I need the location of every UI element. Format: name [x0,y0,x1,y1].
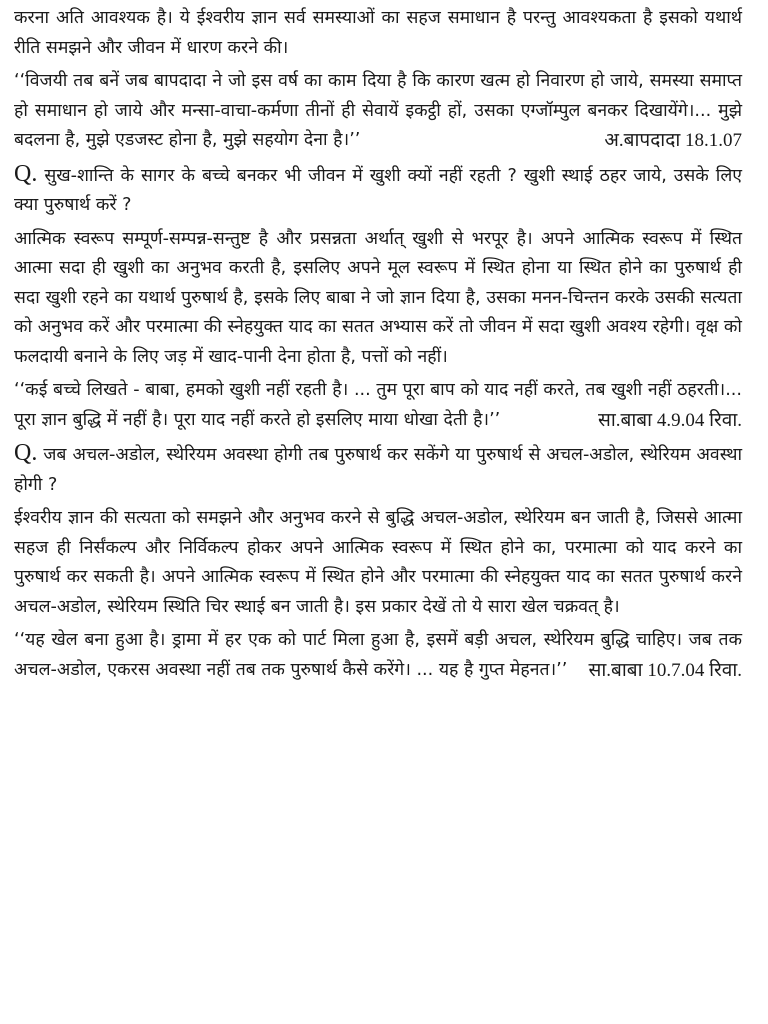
intro-paragraph: करना अति आवश्यक है। ये ईश्वरीय ज्ञान सर्व समस्याओं का सहज समाधान है परन्तु आवश्यकता है इसको यथार्थ रीति समझने और जीवन में धारण करने की। [14,8,742,58]
quote-source-2: सा.बाबा 4.9.04 रिवा. [598,409,742,431]
quote-block-3 [14,626,742,685]
question-text-1: सुख-शान्ति के सागर के बच्चे बनकर भी जीवन में खुशी क्यों नहीं रहती ? खुशी स्थाई ठहर जाये, उसके लिए क्या पुरुषार्थ करें ? [14,165,743,215]
quote-block-2 [14,376,742,435]
question-marker-2: Q. [14,440,38,466]
question-1 [14,160,742,221]
answer-paragraph-2: ईश्वरीय ज्ञान की सत्यता को समझने और अनुभव करने से बुद्धि अचल-अडोल, स्थेरियम बन जाती है, जिससे आत्मा सहज ही निर्संकल्प और निर्विकल्प होकर अपने आत्मिक स्वरूप में स्थित होने का, परमात्मा को याद करने का पुरुषार्थ कर सकती है। अपने आत्मिक स्वरूप में स्थित होने और परमात्मा की स्नेहयुक्त याद का सतत पुरुषार्थ करने अचल-अडोल, स्थेरियम स्थिति चिर स्थाई बन जाती है। इस प्रकार देखें तो ये सारा खेल चक्रवत् है। [14,508,742,617]
quote-text-3: ‘‘यह खेल बना हुआ है। ड्रामा में हर एक को पार्ट मिला हुआ है, इसमें बड़ी अचल, स्थेरियम बुद्धि चाहिए। जब तक अचल-अडोल, एकरस अवस्था नहीं तब तक पुरुषार्थ कैसे करेंगे। ... यह है गुप्त मेहनत।’’ [14,630,742,680]
question-2 [14,439,742,500]
quote-source-3: सा.बाबा 10.7.04 रिवा. [588,659,742,681]
answer-paragraph-1: आत्मिक स्वरूप सम्पूर्ण-सम्पन्न-सन्तुष्ट है और प्रसन्नता अर्थात् खुशी से भरपूर है। अपने आत्मिक स्वरूप में स्थित आत्मा सदा ही खुशी का अनुभव करती है, इसलिए अपने मूल स्वरूप में स्थित होना या स्थित होने का पुरुषार्थ ही सदा खुशी रहने का यथार्थ पुरुषार्थ है, इसके लिए बाबा ने जो ज्ञान दिया है, उसका मनन-चिन्तन करके उसकी सत्यता को अनुभव करें और परमात्मा की स्नेहयुक्त याद का सतत अभ्यास करें तो जीवन में सदा खुशी अवश्य रहेगी। वृक्ष को फलदायी बनाने के लिए जड़ में खाद-पानी देना होता है, पत्तों को नहीं। [14,228,742,367]
quote-text-2: ‘‘कई बच्चे लिखते - बाबा, हमको खुशी नहीं रहती है। ... तुम पूरा बाप को याद नहीं करते, तब खुशी नहीं ठहरती।... पूरा ज्ञान बुद्धि में नहीं है। पूरा याद नहीं करते हो इसलिए माया धोखा देती है।’’ [14,380,742,430]
question-text-2: जब अचल-अडोल, स्थेरियम अवस्था होगी तब पुरुषार्थ कर सकेंगे या पुरुषार्थ से अचल-अडोल, स्थेरियम अवस्था होगी ? [14,445,743,495]
quote-text-1: ‘‘विजयी तब बनें जब बापदादा ने जो इस वर्ष का काम दिया है कि कारण खत्म हो निवारण हो जाये, समस्या समाप्त हो समाधान हो जाये और मन्सा-वाचा-कर्मणा तीनों ही सेवायें इकट्ठी हों, उसका एग्जॉम्पुल बनकर दिखायेंगे।... मुझे बदलना है, मुझे एडजस्ट होना है, मुझे सहयोग देना है।’’ [14,71,742,150]
question-marker-1: Q. [14,160,38,187]
quote-source-1: अ.बापदादा 18.1.07 [604,130,742,151]
quote-block-1 [14,67,742,156]
